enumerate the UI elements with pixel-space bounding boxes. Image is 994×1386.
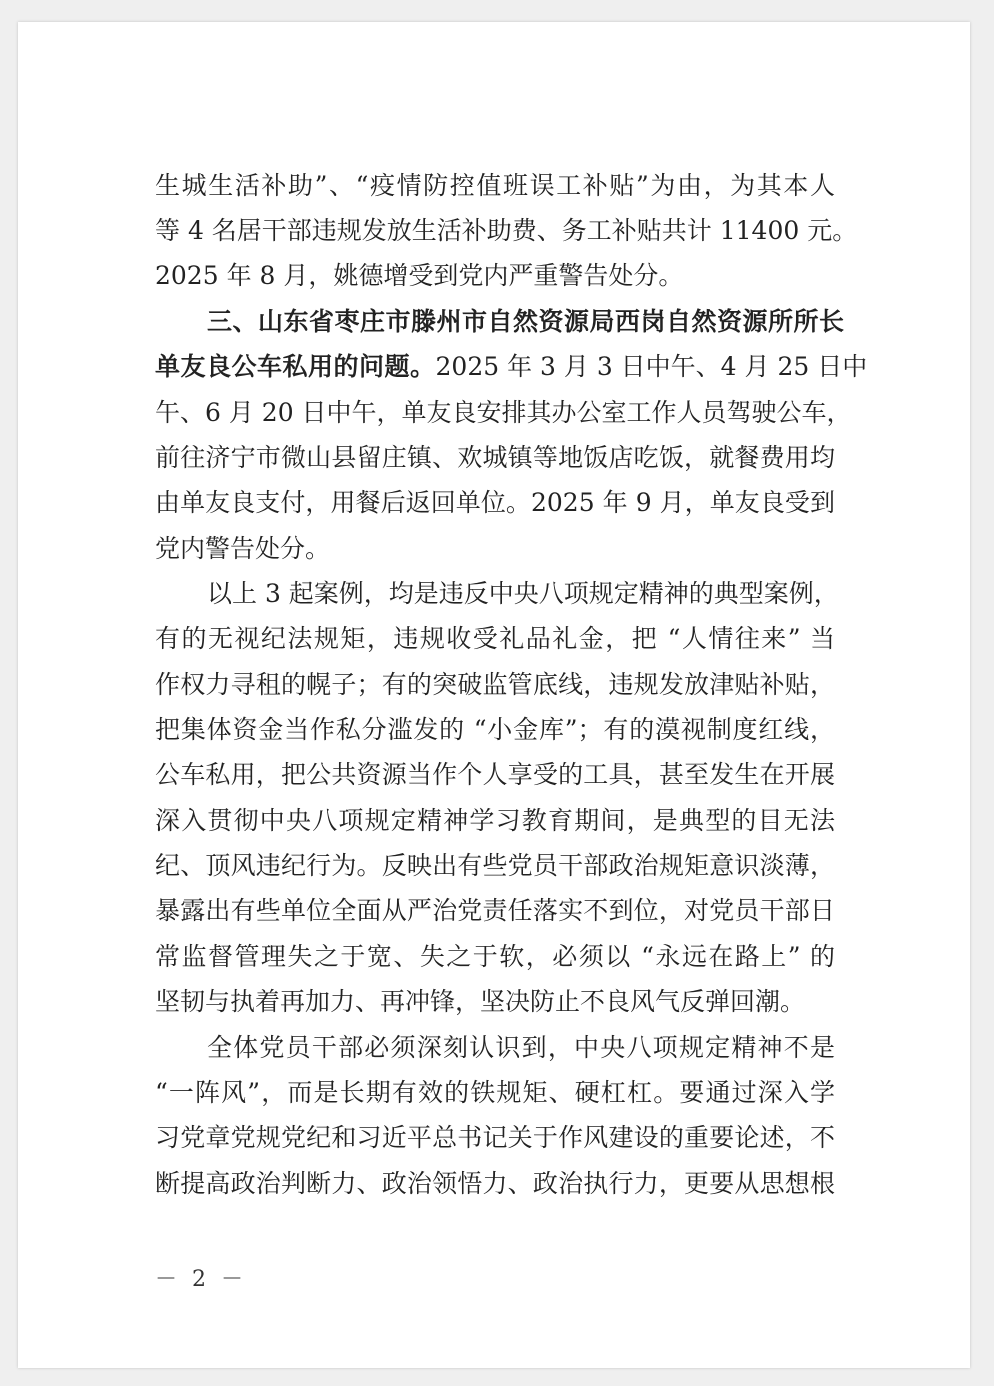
page-number: － 2 － [155,1267,247,1292]
paragraph-line: 习党章党规党纪和习近平总书记关于作风建设的重要论述，不 [155,1123,835,1152]
paragraph-line: 暴露出有些单位全面从严治党责任落实不到位，对党员干部日 [155,896,835,925]
paragraph-line: 午、6 月 20 日中午，单友良安排其办公室工作人员驾驶公车， [155,398,852,427]
paragraph-line: 深入贯彻中央八项规定精神学习教育期间，是典型的目无法 [155,806,835,835]
paragraph-line: “一阵风”，而是长期有效的铁规矩、硬杠杠。要通过深入学 [155,1078,835,1107]
paragraph-line [155,349,868,385]
section-heading [207,304,845,340]
paragraph-line: 纪、顶风违纪行为。反映出有些党员干部政治规矩意识淡薄， [155,851,835,880]
paragraph-line: 2025 年 8 月，姚德增受到党内严重警告处分。 [155,261,684,290]
section-heading-tail: 单友良公车私用的问题。 [155,352,436,381]
paragraph-line: 常监督管理失之于宽、失之于软，必须以 “永远在路上” 的 [155,942,835,971]
paragraph-line: 作权力寻租的幌子；有的突破监管底线，违规发放津贴补贴， [155,670,835,699]
document-page [18,22,970,1368]
paragraph-line: 由单友良支付，用餐后返回单位。2025 年 9 月，单友良受到 [155,488,835,517]
paragraph-line: 把集体资金当作私分滥发的 “小金库”；有的漠视制度红线， [155,715,835,744]
section-heading-text: 三、山东省枣庄市滕州市自然资源局西岗自然资源所所长 [207,307,845,336]
paragraph-line: 有的无视纪法规矩，违规收受礼品礼金，把 “人情往来” 当 [155,624,835,653]
paragraph-line: 全体党员干部必须深刻认识到，中央八项规定精神不是 [207,1033,835,1062]
paragraph-line: 公车私用，把公共资源当作个人享受的工具，甚至发生在开展 [155,760,835,789]
paragraph-line: 以上 3 起案例，均是违反中央八项规定精神的典型案例， [207,579,839,608]
paragraph-line: 生城生活补助”、“疫情防控值班误工补贴”为由，为其本人 [155,171,835,200]
paragraph-line: 断提高政治判断力、政治领悟力、政治执行力，更要从思想根 [155,1169,835,1198]
paragraph-line: 坚韧与执着再加力、再冲锋，坚决防止不良风气反弹回潮。 [155,987,806,1016]
paragraph-line: 前往济宁市微山县留庄镇、欢城镇等地饭店吃饭，就餐费用均 [155,443,835,472]
paragraph-line: 党内警告处分。 [155,534,331,563]
paragraph-line: 等 4 名居干部违规发放生活补助费、务工补贴共计 11400 元。 [155,216,858,245]
paragraph-text: 2025 年 3 月 3 日中午、4 月 25 日中 [435,352,868,381]
